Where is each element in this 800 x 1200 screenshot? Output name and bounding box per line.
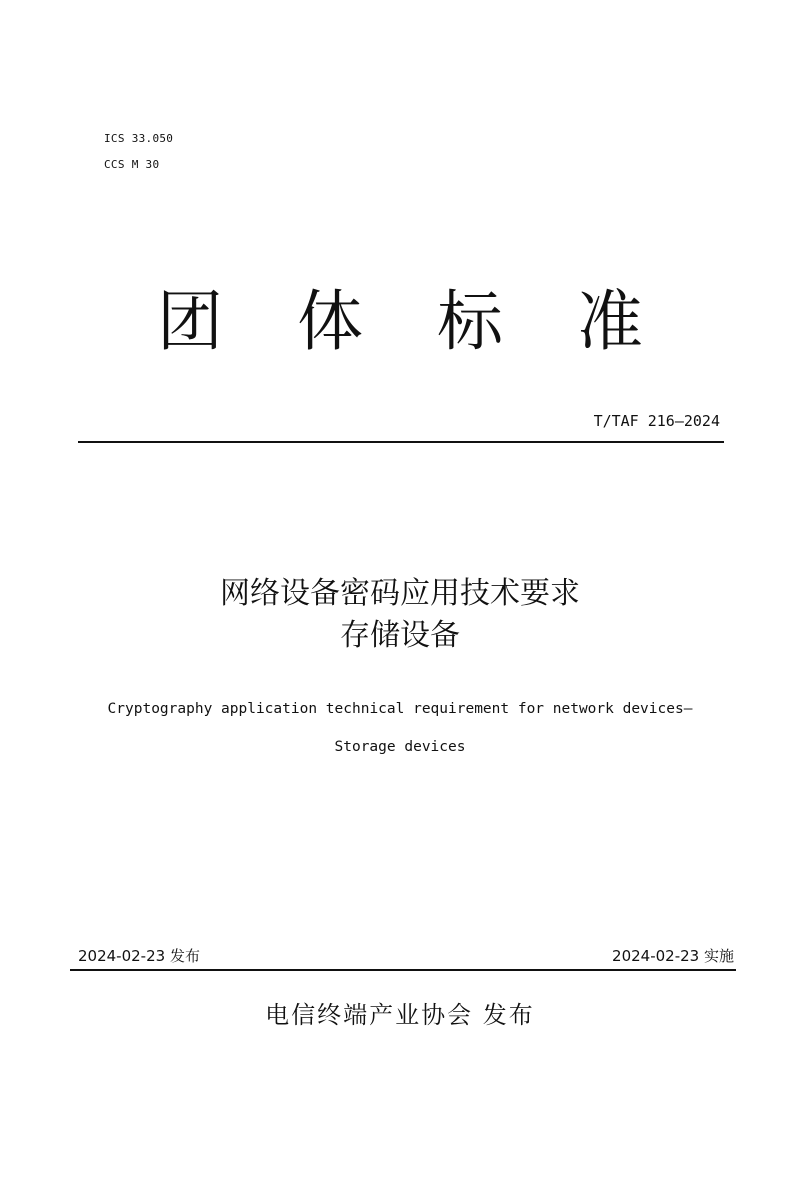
ccs-code: CCS M 30 — [104, 158, 160, 171]
english-title — [0, 690, 800, 766]
english-title-line-2: Storage devices — [334, 739, 466, 755]
classification-codes — [104, 126, 173, 178]
chinese-title — [0, 573, 800, 657]
standard-type-char-2: 体 — [297, 283, 363, 360]
standard-type-char-1: 团 — [157, 283, 223, 360]
standard-type-char-3: 标 — [437, 283, 503, 360]
ics-code: ICS 33.050 — [104, 132, 174, 145]
date-row — [78, 944, 734, 968]
bottom-divider — [70, 969, 736, 971]
standard-type-title — [150, 282, 650, 362]
top-divider — [78, 441, 724, 443]
publish-date: 2024-02-23 发布 — [78, 947, 200, 965]
implement-date: 2024-02-23 实施 — [612, 947, 734, 965]
chinese-title-line-1: 网络设备密码应用技术要求 — [220, 576, 580, 611]
standard-type-char-4: 准 — [577, 283, 643, 360]
english-title-line-1: Cryptography application technical requirement for network devices— — [107, 701, 693, 717]
publisher: 电信终端产业协会 发布 — [265, 1001, 535, 1029]
standard-code: T/TAF 216—2024 — [593, 412, 720, 430]
chinese-title-line-2: 存储设备 — [340, 618, 460, 653]
